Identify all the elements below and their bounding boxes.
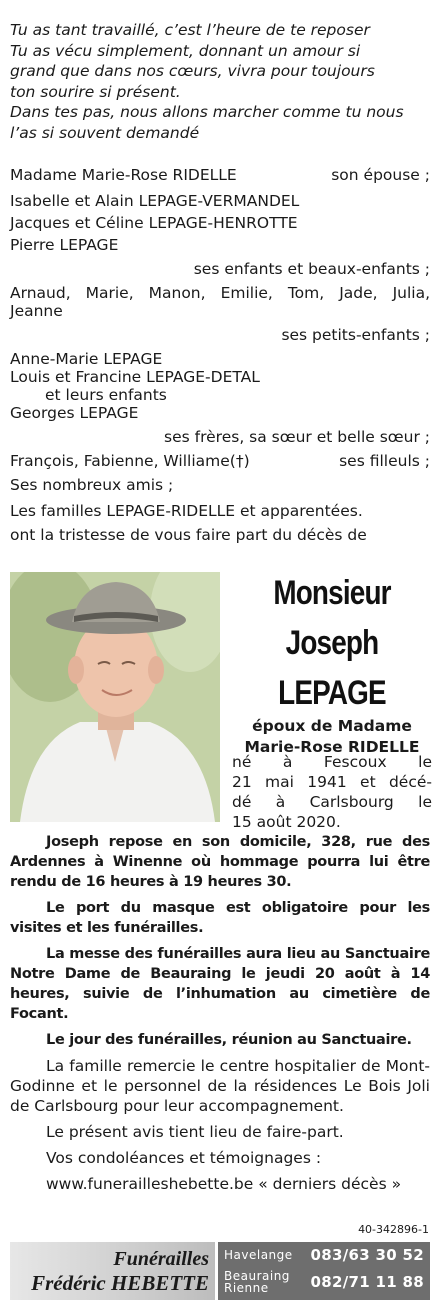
poem-line: l’as si souvent demandé <box>10 123 200 142</box>
families-line: Les familles LEPAGE-RIDELLE et apparentées. <box>10 502 363 520</box>
funeral-home-contacts <box>218 1242 430 1300</box>
grandchildren-role: ses petits-enfants ; <box>281 326 430 344</box>
spouse-role: son épouse ; <box>331 166 430 184</box>
child-line: Isabelle et Alain LEPAGE-VERMANDEL <box>10 192 300 210</box>
deceased-first-name: Joseph <box>285 624 379 662</box>
poem-line: grand que dans nos cœurs, vivra pour toujours <box>10 62 375 80</box>
child-line: Pierre LEPAGE <box>10 236 119 254</box>
birth-death-line: dé à Carlsbourg le <box>232 793 432 811</box>
family-list <box>10 164 430 546</box>
poem-line: Tu as vécu simplement, donnant un amour si <box>10 41 361 60</box>
poem-line: ton sourire si présent. <box>10 82 181 101</box>
mask-paragraph: Le port du masque est obligatoire pour les visites et les funérailles. <box>10 900 430 936</box>
deceased-title: Monsieur <box>273 574 391 612</box>
contact-row <box>224 1246 424 1264</box>
contact-location <box>224 1270 290 1294</box>
deceased-name-block <box>232 568 432 718</box>
friends-line: Ses nombreux amis ; <box>10 476 174 494</box>
contact-phone[interactable]: 082/71 11 88 <box>310 1273 424 1291</box>
poem-line: Dans tes pas, nous allons marcher comme tu nous <box>10 103 404 121</box>
condolences-paragraph: Vos condoléances et témoignages : <box>46 1149 322 1167</box>
poem <box>10 20 430 143</box>
child-line: Jacques et Céline LEPAGE-HENROTTE <box>10 214 298 232</box>
spouse-of-line: Marie-Rose RIDELLE <box>244 738 420 756</box>
godchildren-role: ses filleuls ; <box>339 452 430 470</box>
birth-death-line: 15 août 2020. <box>232 813 341 831</box>
grandchildren-line: Jeanne <box>10 302 63 320</box>
deceased-photo <box>10 572 220 822</box>
reference-number: 40-342896-1 <box>358 1223 429 1236</box>
funeral-home-banner <box>10 1242 430 1300</box>
funeral-mass-paragraph: La messe des funérailles aura lieu au Sanctuaire Notre Dame de Beauraing le jeudi 20 août à 14 heures, suivie de l’inhumation au cimetière de Focant. <box>10 946 430 1022</box>
notice-body <box>10 832 430 1200</box>
godchildren-row <box>10 450 430 472</box>
contact-location-line: Beauraing <box>224 1269 290 1283</box>
spouse-of-line: époux de Madame <box>252 717 412 735</box>
poem-line: Tu as tant travaillé, c’est l’heure de te reposer <box>10 21 370 39</box>
godchildren-names: François, Fabienne, Williame(†) <box>10 452 250 470</box>
portrait-illustration <box>10 572 220 822</box>
sibling-line: Georges LEPAGE <box>10 404 139 422</box>
announcement-line: ont la tristesse de vous faire part du décès de <box>10 526 367 544</box>
thanks-paragraph: La famille remercie le centre hospitalier de Mont-Godinne et le personnel de la résidences Le Bois Joli de Carlsbourg pour leur accompagnement. <box>10 1057 430 1115</box>
spouse-name: Madame Marie-Rose RIDELLE <box>10 166 237 184</box>
sibling-line: Louis et Francine LEPAGE-DETAL <box>10 368 260 386</box>
spouse-row <box>10 164 430 186</box>
contact-location: Havelange <box>224 1248 293 1262</box>
siblings-role: ses frères, sa sœur et belle sœur ; <box>164 428 430 446</box>
sibling-children: et leurs enfants <box>45 386 167 404</box>
grandchildren-line: Arnaud, Marie, Manon, Emilie, Tom, Jade, Julia, <box>10 284 430 302</box>
deceased-last-name: LEPAGE <box>278 674 386 712</box>
contact-phone[interactable]: 083/63 30 52 <box>310 1246 424 1264</box>
birth-death-info <box>232 752 432 832</box>
contact-row <box>224 1270 424 1294</box>
birth-death-line: 21 mai 1941 et décé- <box>232 773 432 791</box>
funeral-home-name-line: Funérailles <box>113 1248 209 1270</box>
visitation-paragraph: Joseph repose en son domicile, 328, rue des Ardennes à Winenne où hommage pourra lui être rendu de 16 heures à 19 heures 30. <box>10 834 430 890</box>
children-role: ses enfants et beaux-enfants ; <box>193 260 430 278</box>
funeral-home-logo <box>10 1242 215 1300</box>
contact-location-line: Rienne <box>224 1281 269 1295</box>
meeting-paragraph: Le jour des funérailles, réunion au Sanctuaire. <box>46 1032 412 1048</box>
sibling-line: Anne-Marie LEPAGE <box>10 350 163 368</box>
notice-paragraph: Le présent avis tient lieu de faire-part. <box>46 1123 344 1141</box>
website-link[interactable]: www.funerailleshebette.be « derniers décès » <box>46 1175 402 1193</box>
funeral-home-name-line: Frédéric HEBETTE <box>31 1271 209 1295</box>
birth-death-line: né à Fescoux le <box>232 753 432 771</box>
